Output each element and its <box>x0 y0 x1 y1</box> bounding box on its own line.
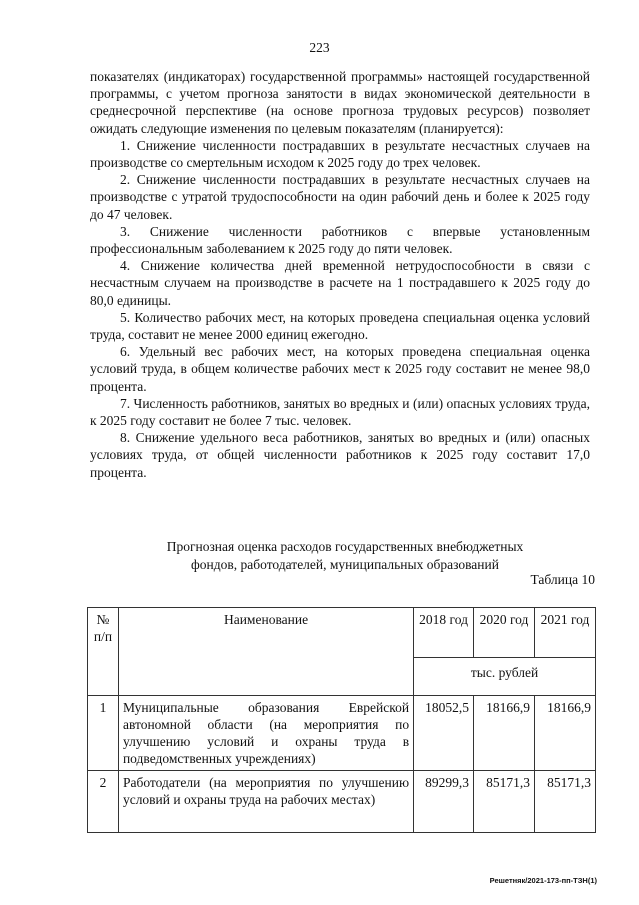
body-text <box>90 68 590 481</box>
row-2-num: 2 <box>88 771 119 833</box>
paragraph-item-2: 2. Снижение численности пострадавших в результате несчастных случаев на производстве с утратой трудоспособности на один рабочий день и более к 2025 году до 47 человек. <box>90 172 590 222</box>
header-2021: 2021 год <box>535 608 596 658</box>
row-1-name: Муниципальные образования Еврейской автономной области (на мероприятия по улучшению условий и охраны труда в подведомственных учреждениях) <box>118 696 413 771</box>
table-row <box>88 696 596 771</box>
paragraph-item-6: 6. Удельный вес рабочих мест, на которых проведена специальная оценка условий труда, в общем количестве рабочих мест к 2025 году составит не менее 98,0 процента. <box>90 344 590 394</box>
header-2018: 2018 год <box>414 608 474 658</box>
table-label: Таблица 10 <box>530 572 595 587</box>
footer-code: Решетняк/2021-173-пп-ТЗН(1) <box>489 876 597 885</box>
row-2-name: Работодатели (на мероприятия по улучшению условий и охраны труда на рабочих местах) <box>118 771 413 833</box>
row-1-2021: 18166,9 <box>535 696 596 771</box>
header-2020: 2020 год <box>474 608 535 658</box>
header-num: № п/п <box>88 608 119 696</box>
row-1-num: 1 <box>88 696 119 771</box>
row-2-2018: 89299,3 <box>414 771 474 833</box>
paragraph-intro: показателях (индикаторах) государственной программы» настоящей государственной программы, с учетом прогноза занятости в видах экономической деятельности в среднесрочной перспективе (на основе прогноза трудовых ресурсов) позволяет ожидать следующие изменения по целевым показателям (планируется): <box>90 69 590 136</box>
row-2-2021: 85171,3 <box>535 771 596 833</box>
expense-table <box>87 607 596 833</box>
table-title-line-1: Прогнозная оценка расходов государственных внебюджетных <box>166 539 524 554</box>
paragraph-item-1: 1. Снижение численности пострадавших в результате несчастных случаев на производстве со смертельным исходом к 2025 году до трех человек. <box>90 137 590 171</box>
paragraph-item-5: 5. Количество рабочих мест, на которых проведена специальная оценка условий труда, составит не менее 2000 единиц ежегодно. <box>90 309 590 343</box>
table-title <box>120 538 570 573</box>
paragraph-item-4: 4. Снижение количества дней временной нетрудоспособности в связи с несчастным случаем на производстве в расчете на 1 пострадавшего к 2025 году до 80,0 единицы. <box>90 258 590 308</box>
table-header-row <box>88 608 596 658</box>
table-title-line-2: фондов, работодателей, муниципальных образований <box>191 556 499 572</box>
paragraph-item-3: 3. Снижение численности работников с впервые установленным профессиональным заболеванием к 2025 году до пяти человек. <box>90 223 590 257</box>
paragraph-item-8: 8. Снижение удельного веса работников, занятых во вредных и (или) опасных условиях труда, от общей численности работников к 2025 году составит 17,0 процента. <box>90 430 590 480</box>
row-2-2020: 85171,3 <box>474 771 535 833</box>
header-unit: тыс. рублей <box>414 658 596 696</box>
row-1-2020: 18166,9 <box>474 696 535 771</box>
row-1-2018: 18052,5 <box>414 696 474 771</box>
header-name: Наименование <box>118 608 413 696</box>
paragraph-item-7: 7. Численность работников, занятых во вредных и (или) опасных условиях труда, к 2025 году составит не более 7 тыс. человек. <box>90 395 590 429</box>
page-number: 223 <box>309 40 330 55</box>
table-row <box>88 771 596 833</box>
